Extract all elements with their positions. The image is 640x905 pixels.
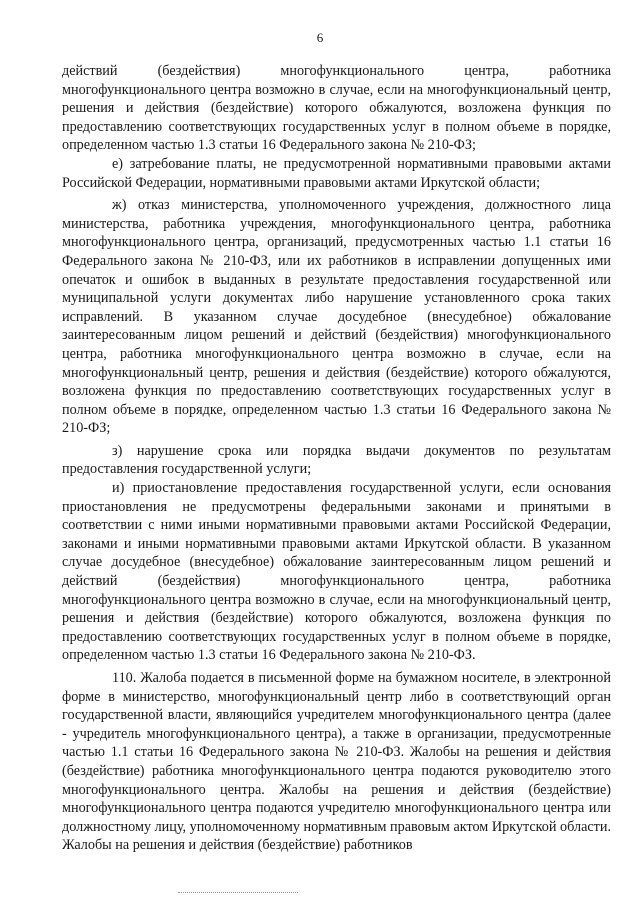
- paragraph-item-z: з) нарушение срока или порядка выдачи документов по результатам предоставления государственной услуги;: [62, 442, 611, 478]
- paragraph-item-i: и) приостановление предоставления государственной услуги, если основания приостановления не предусмотрены федеральными законами и принятыми в соответствии с ними иными нормативными правовыми актами Российской Федерации, законами и иными нормативными правовыми актами Иркутской области. В указанном случае досудебное (внесудебное) обжалование заинтересованным лицом решений и действий (бездействия) многофункционального центра, работника многофункционального центра возможно в случае, если на многофункциональный центр, решения и действия (бездействие) которого обжалуются, возложена функция по предоставлению соответствующих государственных услуг в полном объеме в порядке, определенном частью 1.3 статьи 16 Федерального закона № 210-ФЗ.: [62, 480, 611, 664]
- paragraph-item-zh: ж) отказ министерства, уполномоченного учреждения, должностного лица министерства, работника учреждения, многофункционального центра, работника многофункционального центра, организаций, предусмотренных частью 1.1 статьи 16 Федерального закона № 210-ФЗ, или их работников в исправлении допущенных ими опечаток и ошибок в выданных в результате предоставления государственной или муниципальной услуги документах либо нарушение установленного срока таких исправлений. В указанном случае досудебное (внесудебное) обжалование заинтересованным лицом решений и действий (бездействия) многофункционального центра, работника многофункционального центра возможно в случае, если на многофункциональный центр, решения и действия (бездействие) которого обжалуются, возложена функция по предоставлению соответствующих государственных услуг в полном объеме в порядке, определенном частью 1.3 статьи 16 Федерального закона № 210-ФЗ;: [62, 197, 611, 437]
- paragraph-item-e: е) затребование платы, не предусмотренной нормативными правовыми актами Российской Федерации, нормативными правовыми актами Иркутской области;: [62, 155, 611, 191]
- paragraph-clause-110: 110. Жалоба подается в письменной форме на бумажном носителе, в электронной форме в министерство, многофункциональный центр либо в соответствующий орган государственной власти, являющийся учредителем многофункционального центра (далее - учредитель многофункционального центра), а также в организации, предусмотренные частью 1.1 статьи 16 Федерального закона № 210-ФЗ. Жалобы на решения и действия (бездействие) работника многофункционального центра подаются руководителю этого многофункционального центра. Жалобы на решения и действия (бездействие) многофункционального центра подаются учредителю многофункционального центра или должностному лицу, уполномоченному нормативным правовым актом Иркутской области. Жалобы на решения и действия (бездействие) работников: [62, 670, 611, 854]
- paragraph-continuation: действий (бездействия) многофункционального центра, работника многофункционального центра возможно в случае, если на многофункциональный центр, решения и действия (бездействие) которого обжалуются, возложена функция по предоставлению соответствующих государственных услуг в полном объеме в порядке, определенном частью 1.3 статьи 16 Федерального закона № 210-ФЗ;: [62, 63, 611, 154]
- document-body: [62, 62, 611, 855]
- page-number: 6: [316, 30, 324, 45]
- footer-dotted-line: [178, 892, 298, 893]
